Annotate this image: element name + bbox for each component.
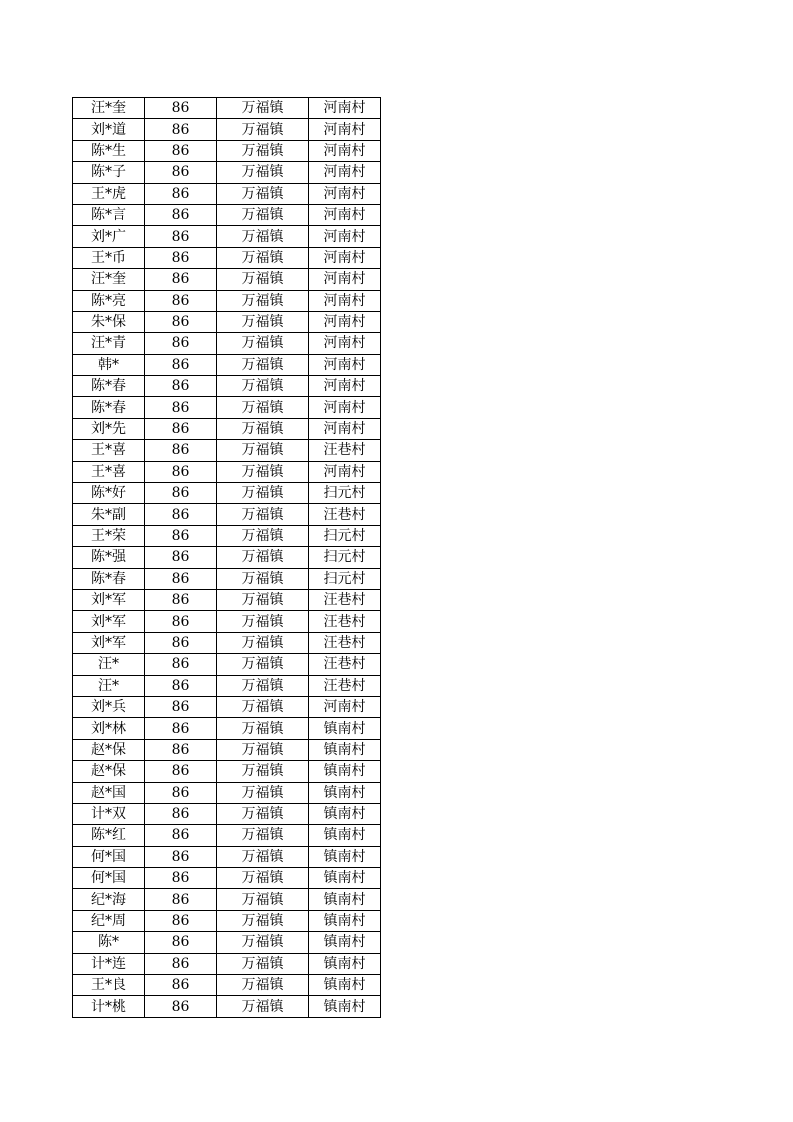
village-cell: 河南村 — [309, 333, 381, 354]
village-cell: 河南村 — [309, 354, 381, 375]
value-cell: 86 — [145, 98, 217, 119]
value-cell: 86 — [145, 140, 217, 161]
value-cell: 86 — [145, 525, 217, 546]
village-cell: 河南村 — [309, 247, 381, 268]
table-row — [73, 975, 381, 996]
town-cell: 万福镇 — [217, 183, 309, 204]
table-row — [73, 953, 381, 974]
town-cell: 万福镇 — [217, 803, 309, 824]
village-cell: 河南村 — [309, 696, 381, 717]
name-cell: 汪* — [73, 675, 145, 696]
value-cell: 86 — [145, 803, 217, 824]
name-cell: 纪*海 — [73, 889, 145, 910]
value-cell: 86 — [145, 354, 217, 375]
value-cell: 86 — [145, 782, 217, 803]
table-row — [73, 290, 381, 311]
table-row — [73, 739, 381, 760]
table-row — [73, 311, 381, 332]
name-cell: 王*币 — [73, 247, 145, 268]
town-cell: 万福镇 — [217, 290, 309, 311]
name-cell: 陈*春 — [73, 568, 145, 589]
village-cell: 河南村 — [309, 311, 381, 332]
value-cell: 86 — [145, 226, 217, 247]
name-cell: 刘*道 — [73, 119, 145, 140]
table-row — [73, 247, 381, 268]
table-row — [73, 269, 381, 290]
name-cell: 何*国 — [73, 868, 145, 889]
town-cell: 万福镇 — [217, 483, 309, 504]
value-cell: 86 — [145, 311, 217, 332]
town-cell: 万福镇 — [217, 568, 309, 589]
table-row — [73, 589, 381, 610]
table-row — [73, 204, 381, 225]
table-row — [73, 761, 381, 782]
value-cell: 86 — [145, 632, 217, 653]
table-row — [73, 675, 381, 696]
name-cell: 纪*周 — [73, 910, 145, 931]
village-cell: 镇南村 — [309, 910, 381, 931]
village-cell: 河南村 — [309, 140, 381, 161]
table-row — [73, 376, 381, 397]
town-cell: 万福镇 — [217, 632, 309, 653]
name-cell: 陈*春 — [73, 397, 145, 418]
name-cell: 王*虎 — [73, 183, 145, 204]
value-cell: 86 — [145, 290, 217, 311]
value-cell: 86 — [145, 269, 217, 290]
town-cell: 万福镇 — [217, 269, 309, 290]
value-cell: 86 — [145, 932, 217, 953]
town-cell: 万福镇 — [217, 782, 309, 803]
value-cell: 86 — [145, 975, 217, 996]
town-cell: 万福镇 — [217, 162, 309, 183]
town-cell: 万福镇 — [217, 825, 309, 846]
town-cell: 万福镇 — [217, 996, 309, 1017]
village-cell: 镇南村 — [309, 825, 381, 846]
town-cell: 万福镇 — [217, 140, 309, 161]
table-row — [73, 354, 381, 375]
village-cell: 汪巷村 — [309, 654, 381, 675]
table-row — [73, 183, 381, 204]
table-row — [73, 461, 381, 482]
town-cell: 万福镇 — [217, 589, 309, 610]
town-cell: 万福镇 — [217, 910, 309, 931]
table-row — [73, 397, 381, 418]
town-cell: 万福镇 — [217, 739, 309, 760]
value-cell: 86 — [145, 204, 217, 225]
value-cell: 86 — [145, 568, 217, 589]
value-cell: 86 — [145, 889, 217, 910]
village-cell: 扫元村 — [309, 483, 381, 504]
value-cell: 86 — [145, 654, 217, 675]
name-cell: 陈*春 — [73, 376, 145, 397]
village-cell: 汪巷村 — [309, 632, 381, 653]
village-cell: 汪巷村 — [309, 440, 381, 461]
village-cell: 镇南村 — [309, 782, 381, 803]
town-cell: 万福镇 — [217, 440, 309, 461]
table-row — [73, 889, 381, 910]
table-row — [73, 440, 381, 461]
town-cell: 万福镇 — [217, 333, 309, 354]
name-cell: 陈*红 — [73, 825, 145, 846]
value-cell: 86 — [145, 333, 217, 354]
table-body — [73, 98, 381, 1018]
name-cell: 陈*强 — [73, 547, 145, 568]
value-cell: 86 — [145, 910, 217, 931]
value-cell: 86 — [145, 547, 217, 568]
village-cell: 镇南村 — [309, 932, 381, 953]
value-cell: 86 — [145, 675, 217, 696]
village-cell: 河南村 — [309, 290, 381, 311]
village-cell: 河南村 — [309, 226, 381, 247]
village-cell: 扫元村 — [309, 568, 381, 589]
town-cell: 万福镇 — [217, 461, 309, 482]
table-row — [73, 825, 381, 846]
town-cell: 万福镇 — [217, 675, 309, 696]
village-cell: 镇南村 — [309, 803, 381, 824]
town-cell: 万福镇 — [217, 247, 309, 268]
name-cell: 赵*保 — [73, 739, 145, 760]
village-cell: 镇南村 — [309, 953, 381, 974]
table-row — [73, 140, 381, 161]
town-cell: 万福镇 — [217, 761, 309, 782]
name-cell: 朱*保 — [73, 311, 145, 332]
value-cell: 86 — [145, 397, 217, 418]
table-row — [73, 910, 381, 931]
name-cell: 王*荣 — [73, 525, 145, 546]
name-cell: 赵*国 — [73, 782, 145, 803]
town-cell: 万福镇 — [217, 889, 309, 910]
village-cell: 镇南村 — [309, 996, 381, 1017]
town-cell: 万福镇 — [217, 611, 309, 632]
name-cell: 汪*奎 — [73, 269, 145, 290]
village-cell: 汪巷村 — [309, 589, 381, 610]
town-cell: 万福镇 — [217, 525, 309, 546]
village-cell: 河南村 — [309, 162, 381, 183]
village-cell: 汪巷村 — [309, 504, 381, 525]
table-row — [73, 226, 381, 247]
name-cell: 刘*林 — [73, 718, 145, 739]
name-cell: 韩* — [73, 354, 145, 375]
name-cell: 陈*言 — [73, 204, 145, 225]
table-row — [73, 547, 381, 568]
town-cell: 万福镇 — [217, 311, 309, 332]
value-cell: 86 — [145, 247, 217, 268]
value-cell: 86 — [145, 611, 217, 632]
village-cell: 镇南村 — [309, 975, 381, 996]
town-cell: 万福镇 — [217, 204, 309, 225]
name-cell: 王*喜 — [73, 461, 145, 482]
name-cell: 汪* — [73, 654, 145, 675]
village-cell: 镇南村 — [309, 761, 381, 782]
table-row — [73, 525, 381, 546]
table-row — [73, 483, 381, 504]
value-cell: 86 — [145, 589, 217, 610]
name-cell: 陈*生 — [73, 140, 145, 161]
name-cell: 陈*子 — [73, 162, 145, 183]
name-cell: 朱*副 — [73, 504, 145, 525]
town-cell: 万福镇 — [217, 846, 309, 867]
town-cell: 万福镇 — [217, 868, 309, 889]
value-cell: 86 — [145, 953, 217, 974]
table-row — [73, 162, 381, 183]
village-cell: 镇南村 — [309, 739, 381, 760]
name-cell: 陈*好 — [73, 483, 145, 504]
town-cell: 万福镇 — [217, 119, 309, 140]
town-cell: 万福镇 — [217, 376, 309, 397]
value-cell: 86 — [145, 996, 217, 1017]
town-cell: 万福镇 — [217, 354, 309, 375]
name-cell: 汪*奎 — [73, 98, 145, 119]
table-row — [73, 868, 381, 889]
town-cell: 万福镇 — [217, 98, 309, 119]
table-row — [73, 654, 381, 675]
town-cell: 万福镇 — [217, 932, 309, 953]
value-cell: 86 — [145, 418, 217, 439]
value-cell: 86 — [145, 825, 217, 846]
table-row — [73, 418, 381, 439]
value-cell: 86 — [145, 440, 217, 461]
name-cell: 王*良 — [73, 975, 145, 996]
name-cell: 刘*军 — [73, 589, 145, 610]
village-cell: 河南村 — [309, 98, 381, 119]
town-cell: 万福镇 — [217, 418, 309, 439]
value-cell: 86 — [145, 761, 217, 782]
village-cell: 镇南村 — [309, 718, 381, 739]
name-cell: 计*桃 — [73, 996, 145, 1017]
name-cell: 赵*保 — [73, 761, 145, 782]
table-row — [73, 119, 381, 140]
table-row — [73, 803, 381, 824]
village-cell: 河南村 — [309, 204, 381, 225]
village-cell: 扫元村 — [309, 547, 381, 568]
village-cell: 河南村 — [309, 183, 381, 204]
name-cell: 刘*军 — [73, 632, 145, 653]
value-cell: 86 — [145, 461, 217, 482]
village-cell: 镇南村 — [309, 868, 381, 889]
village-cell: 河南村 — [309, 461, 381, 482]
name-cell: 刘*兵 — [73, 696, 145, 717]
data-table — [72, 97, 381, 1018]
value-cell: 86 — [145, 119, 217, 140]
table-row — [73, 504, 381, 525]
value-cell: 86 — [145, 868, 217, 889]
village-cell: 汪巷村 — [309, 675, 381, 696]
value-cell: 86 — [145, 846, 217, 867]
table-row — [73, 696, 381, 717]
name-cell: 陈* — [73, 932, 145, 953]
town-cell: 万福镇 — [217, 504, 309, 525]
village-cell: 河南村 — [309, 376, 381, 397]
name-cell: 何*国 — [73, 846, 145, 867]
name-cell: 刘*先 — [73, 418, 145, 439]
name-cell: 刘*广 — [73, 226, 145, 247]
value-cell: 86 — [145, 483, 217, 504]
name-cell: 陈*亮 — [73, 290, 145, 311]
village-cell: 河南村 — [309, 119, 381, 140]
value-cell: 86 — [145, 739, 217, 760]
table-row — [73, 632, 381, 653]
village-cell: 汪巷村 — [309, 611, 381, 632]
town-cell: 万福镇 — [217, 718, 309, 739]
table-row — [73, 996, 381, 1017]
village-cell: 河南村 — [309, 397, 381, 418]
table-row — [73, 718, 381, 739]
town-cell: 万福镇 — [217, 975, 309, 996]
table-row — [73, 846, 381, 867]
town-cell: 万福镇 — [217, 226, 309, 247]
town-cell: 万福镇 — [217, 654, 309, 675]
value-cell: 86 — [145, 162, 217, 183]
name-cell: 刘*军 — [73, 611, 145, 632]
value-cell: 86 — [145, 504, 217, 525]
name-cell: 计*连 — [73, 953, 145, 974]
value-cell: 86 — [145, 376, 217, 397]
name-cell: 王*喜 — [73, 440, 145, 461]
village-cell: 镇南村 — [309, 889, 381, 910]
table-row — [73, 932, 381, 953]
town-cell: 万福镇 — [217, 696, 309, 717]
village-cell: 河南村 — [309, 269, 381, 290]
table-row — [73, 782, 381, 803]
name-cell: 汪*青 — [73, 333, 145, 354]
village-cell: 河南村 — [309, 418, 381, 439]
town-cell: 万福镇 — [217, 547, 309, 568]
value-cell: 86 — [145, 718, 217, 739]
village-cell: 镇南村 — [309, 846, 381, 867]
town-cell: 万福镇 — [217, 953, 309, 974]
value-cell: 86 — [145, 183, 217, 204]
value-cell: 86 — [145, 696, 217, 717]
table-row — [73, 98, 381, 119]
name-cell: 计*双 — [73, 803, 145, 824]
town-cell: 万福镇 — [217, 397, 309, 418]
table-row — [73, 333, 381, 354]
table-row — [73, 568, 381, 589]
table-row — [73, 611, 381, 632]
village-cell: 扫元村 — [309, 525, 381, 546]
